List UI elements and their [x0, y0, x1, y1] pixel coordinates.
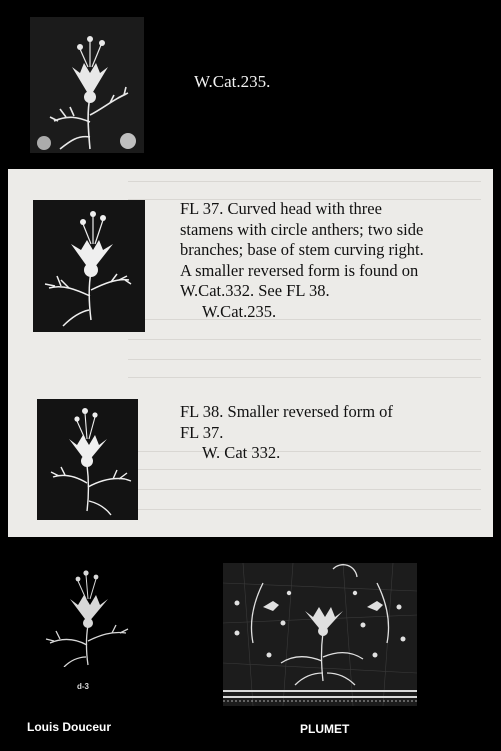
lace-embroidery-icon: [223, 563, 417, 706]
plumet-label: PLUMET: [300, 722, 350, 736]
fl37-line: stamens with circle anthers; two side: [180, 219, 424, 239]
fl38-entry: [180, 402, 480, 464]
flower-embroidery-icon: [37, 399, 138, 520]
fl37-line: FL 37. Curved head with three: [180, 199, 382, 218]
fl38-line: FL 38. Smaller reversed form of: [180, 402, 393, 421]
louis-douceur-flower-image: [38, 567, 138, 667]
louis-douceur-label: Louis Douceur: [27, 720, 112, 734]
flower-embroidery-icon: [30, 17, 144, 153]
flower-embroidery-icon: [38, 567, 138, 667]
top-caption: W.Cat.235.: [194, 72, 271, 91]
flower-embroidery-icon: [33, 200, 145, 332]
fl37-line: branches; base of stem curving right.: [180, 240, 424, 259]
fl38-line: FL 37.: [180, 422, 224, 442]
fl37-flower-image: [33, 200, 145, 332]
fl37-reference: W.Cat.235.: [202, 301, 277, 321]
fl37-line: W.Cat.332. See FL 38.: [180, 281, 330, 300]
fl38-reference: W. Cat 332.: [202, 443, 281, 462]
plumet-lace-image: [223, 563, 417, 706]
top-flower-image: [30, 17, 144, 153]
fl37-entry: [180, 199, 480, 322]
fl37-line: A smaller reversed form is found on: [180, 260, 419, 280]
fl38-flower-image: [37, 399, 138, 520]
design-code: d-3: [77, 682, 89, 691]
